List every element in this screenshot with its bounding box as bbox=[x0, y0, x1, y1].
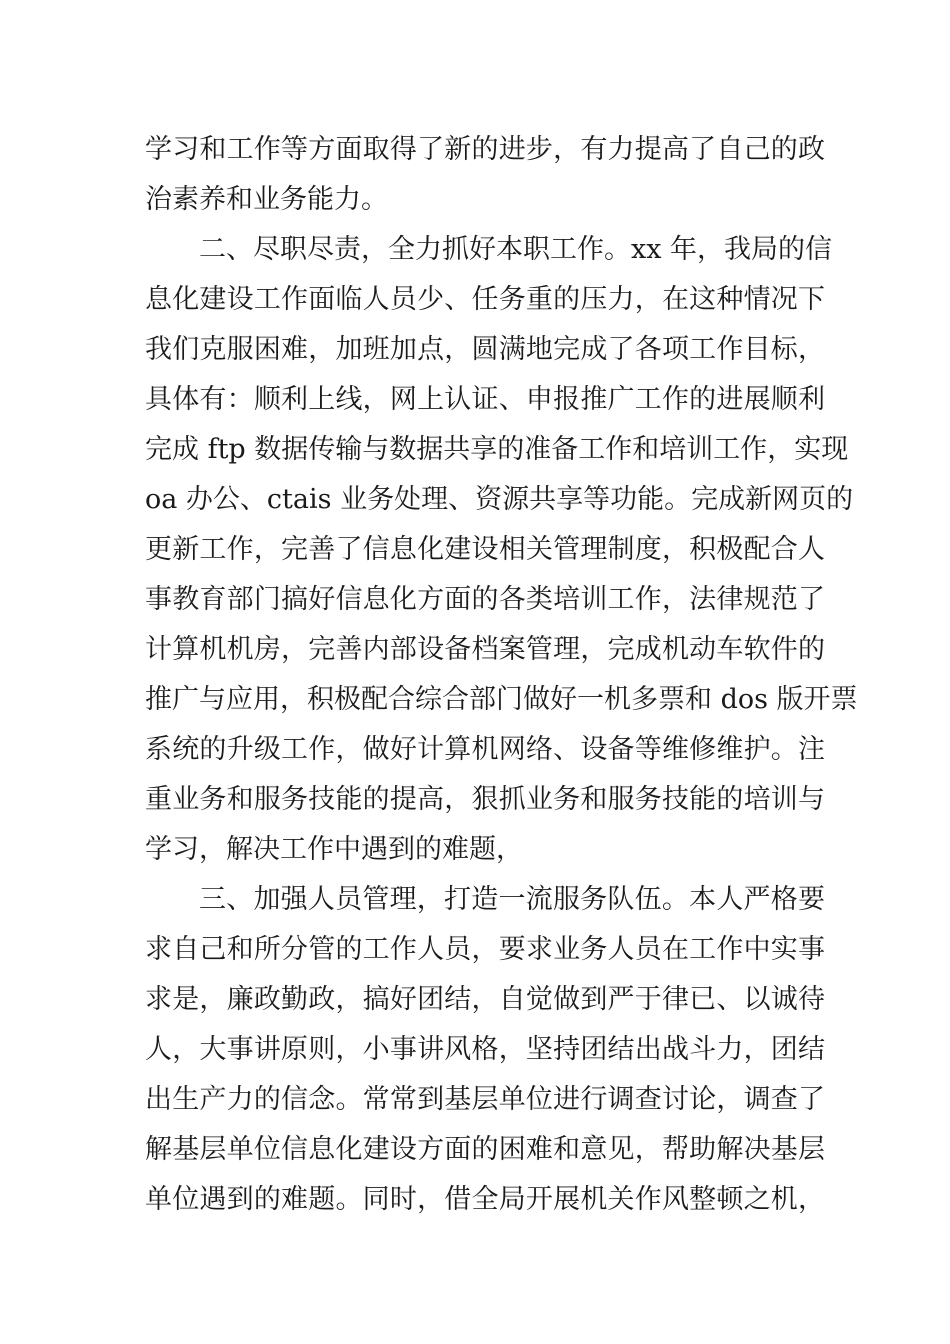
text-line: 重业务和服务技能的提高，狠抓业务和服务技能的培训与 bbox=[145, 784, 825, 815]
text-line: 单位遇到的难题。同时，借全局开展机关作风整顿之机， bbox=[145, 1184, 825, 1215]
text-line: 出生产力的信念。常常到基层单位进行调查讨论，调查了 bbox=[145, 1084, 825, 1115]
text-line: oa 办公、ctais 业务处理、资源共享等功能。完成新网页的 bbox=[145, 484, 854, 515]
text-line: 事教育部门搞好信息化方面的各类培训工作，法律规范了 bbox=[145, 584, 825, 615]
text-line: 三、加强人员管理，打造一流服务队伍。本人严格要 bbox=[199, 884, 825, 915]
text-line: 系统的升级工作，做好计算机网络、设备等维修维护。注 bbox=[145, 734, 825, 765]
text-line: 推广与应用，积极配合综合部门做好一机多票和 dos 版开票 bbox=[145, 684, 858, 715]
text-line: 完成 ftp 数据传输与数据共享的准备工作和培训工作，实现 bbox=[145, 434, 849, 465]
text-line: 具体有：顺利上线，网上认证、申报推广工作的进展顺利 bbox=[145, 384, 825, 415]
text-line: 学习，解决工作中遇到的难题， bbox=[145, 834, 523, 865]
text-line: 更新工作，完善了信息化建设相关管理制度，积极配合人 bbox=[145, 534, 825, 565]
text-line: 二、尽职尽责，全力抓好本职工作。xx 年，我局的信 bbox=[199, 234, 833, 265]
text-line: 解基层单位信息化建设方面的困难和意见，帮助解决基层 bbox=[145, 1134, 825, 1165]
text-line: 计算机机房，完善内部设备档案管理，完成机动车软件的 bbox=[145, 634, 825, 665]
text-line: 学习和工作等方面取得了新的进步，有力提高了自己的政 bbox=[145, 134, 825, 165]
text-line: 我们克服困难，加班加点，圆满地完成了各项工作目标， bbox=[145, 334, 825, 365]
text-line: 治素养和业务能力。 bbox=[145, 184, 388, 215]
text-line: 求自己和所分管的工作人员，要求业务人员在工作中实事 bbox=[145, 934, 825, 965]
text-line: 求是，廉政勤政，搞好团结，自觉做到严于律已、以诚待 bbox=[145, 984, 825, 1015]
text-line: 息化建设工作面临人员少、任务重的压力，在这种情况下 bbox=[145, 284, 825, 315]
text-line: 人，大事讲原则，小事讲风格，坚持团结出战斗力，团结 bbox=[145, 1034, 825, 1065]
